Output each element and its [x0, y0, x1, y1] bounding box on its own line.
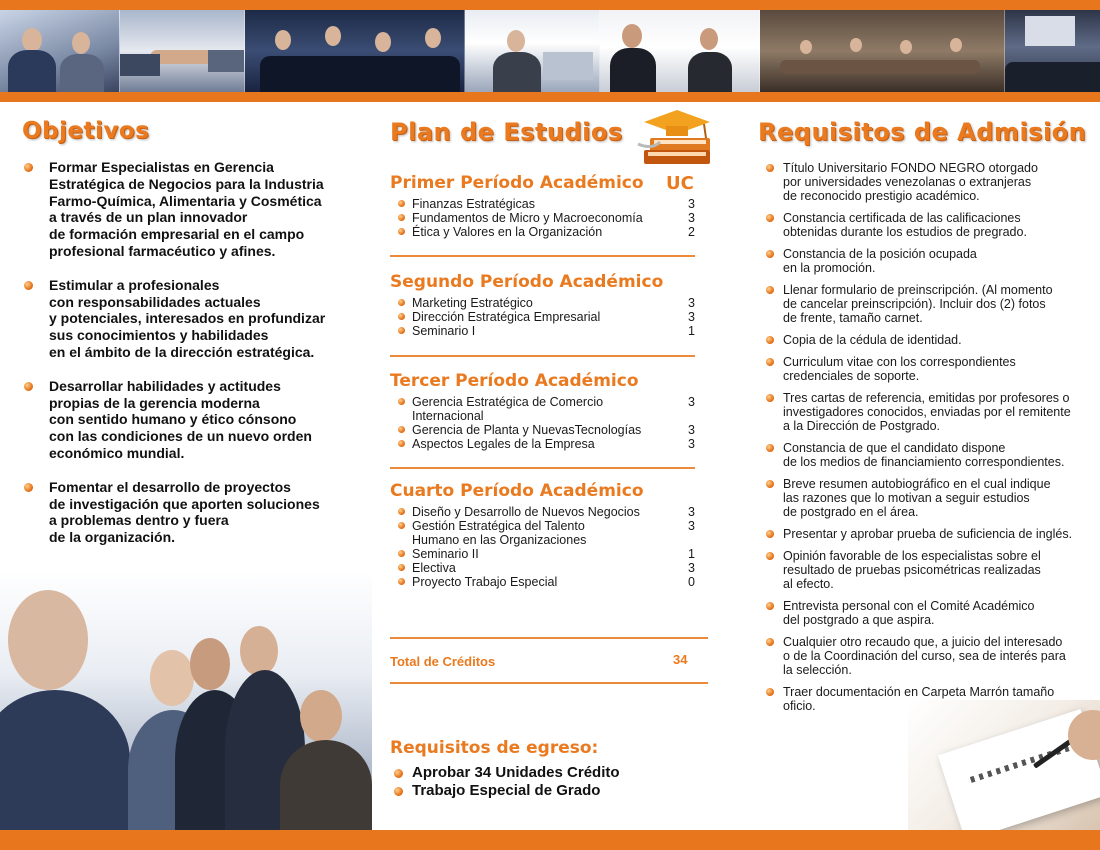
bullet-icon: [766, 250, 774, 258]
bullet-icon: [394, 769, 403, 778]
divider: [390, 355, 695, 357]
bullet-icon: [766, 358, 774, 366]
course-row: Marketing Estratégico 3: [390, 296, 695, 310]
objetivo-item: Desarrollar habilidades y actitudes propias de la gerencia moderna con sentido humano y ético cónsono con las condiciones de un nuevo orden económico mundial.: [22, 378, 352, 462]
egreso-list: [392, 764, 620, 800]
bullet-icon: [398, 327, 405, 334]
photo-meeting-group: [245, 10, 465, 92]
course-row: Gerencia de Planta y NuevasTecnologías 3: [390, 423, 695, 437]
bullet-icon: [24, 483, 33, 492]
divider: [390, 467, 695, 469]
requisito-item: Curriculum vitae con los correspondientes credenciales de soporte.: [765, 355, 1095, 383]
course-row: Diseño y Desarrollo de Nuevos Negocios 3: [390, 505, 695, 519]
requisito-item: Cualquier otro recaudo que, a juicio del interesado o de la Coordinación del curso, sea de interés para la selección.: [765, 635, 1095, 677]
bullet-icon: [766, 336, 774, 344]
bullet-icon: [398, 522, 405, 529]
egreso-title: Requisitos de egreso:: [390, 738, 599, 758]
objetivos-title: Objetivos: [22, 118, 150, 144]
course-row: Finanzas Estratégicas 3: [390, 197, 695, 211]
period-title: Segundo Período Académico: [390, 272, 664, 292]
photo-auditorium: [1005, 10, 1100, 92]
bottom-orange-bar: [0, 830, 1100, 850]
bullet-icon: [766, 602, 774, 610]
requisito-item: Título Universitario FONDO NEGRO otorgado por universidades venezolanas o extranjeras de reconocido prestigio académico.: [765, 161, 1095, 203]
bullet-icon: [766, 394, 774, 402]
course-row: Aspectos Legales de la Empresa 3: [390, 437, 695, 451]
photo-office-desk: [465, 10, 600, 92]
period-title: Primer Período Académico: [390, 173, 644, 193]
header-photo-strip: [0, 10, 1100, 92]
bullet-icon: [398, 426, 405, 433]
plan-title: Plan de Estudios: [390, 118, 623, 146]
bullet-icon: [24, 163, 33, 172]
bullet-icon: [766, 286, 774, 294]
objetivo-item: Estimular a profesionales con responsabilidades actuales y potenciales, interesados en profundizar sus conocimientos y habilidades en el ámbito de la dirección estratégica.: [22, 277, 352, 361]
divider: [390, 637, 708, 639]
bullet-icon: [766, 164, 774, 172]
period-3: [390, 371, 695, 451]
bullet-icon: [766, 444, 774, 452]
requisito-item: Tres cartas de referencia, emitidas por profesores o investigadores conocidos, enviadas por el remitente a la Dirección de Postgrado.: [765, 391, 1095, 433]
requisitos-list: [765, 161, 1095, 713]
period-title: Cuarto Período Académico: [390, 481, 644, 501]
period-1: [390, 173, 695, 239]
bullet-icon: [398, 508, 405, 515]
bullet-icon: [766, 214, 774, 222]
bullet-icon: [24, 281, 33, 290]
bullet-icon: [766, 552, 774, 560]
divider: [390, 682, 708, 684]
requisito-item: Constancia certificada de las calificaciones obtenidas durante los estudios de pregrado.: [765, 211, 1095, 239]
bullet-icon: [766, 638, 774, 646]
requisito-item: Copia de la cédula de identidad.: [765, 333, 1095, 347]
course-row: Ética y Valores en la Organización 2: [390, 225, 695, 239]
course-row: Proyecto Trabajo Especial 0: [390, 575, 695, 589]
header-orange-band: [0, 92, 1100, 102]
bullet-icon: [398, 578, 405, 585]
requisito-item: Constancia de que el candidato dispone de los medios de financiamiento correspondientes.: [765, 441, 1095, 469]
requisito-item: Opinión favorable de los especialistas sobre el resultado de pruebas psicométricas realizadas al efecto.: [765, 549, 1095, 591]
total-credits-label: Total de Créditos: [390, 654, 496, 669]
uc-column-header: UC: [666, 173, 694, 194]
course-row: Seminario II 1: [390, 547, 695, 561]
people-group-photo: [0, 570, 372, 830]
bullet-icon: [394, 787, 403, 796]
requisito-item: Traer documentación en Carpeta Marrón tamaño oficio.: [765, 685, 1095, 713]
period-4: [390, 481, 695, 589]
requisito-item: Llenar formulario de preinscripción. (Al momento de cancelar preinscripción). Incluir dos (2) fotos de frente, tamaño carnet.: [765, 283, 1095, 325]
objetivos-list: [22, 159, 352, 546]
course-row: Dirección Estratégica Empresarial 3: [390, 310, 695, 324]
photo-women-phone: [600, 10, 760, 92]
course-row: Seminario I 1: [390, 324, 695, 338]
bullet-icon: [766, 688, 774, 696]
photo-conference-room: [760, 10, 1005, 92]
divider: [390, 255, 695, 257]
requisito-item: Entrevista personal con el Comité Académico del postgrado a que aspira.: [765, 599, 1095, 627]
bullet-icon: [766, 480, 774, 488]
bullet-icon: [398, 550, 405, 557]
period-title: Tercer Período Académico: [390, 371, 639, 391]
course-row: Gestión Estratégica del Talento Humano en las Organizaciones 3: [390, 519, 695, 547]
course-row: Electiva 3: [390, 561, 695, 575]
bullet-icon: [398, 440, 405, 447]
bullet-icon: [398, 228, 405, 235]
bullet-icon: [398, 200, 405, 207]
requisitos-title: Requisitos de Admisión: [758, 118, 1087, 146]
bullet-icon: [398, 214, 405, 221]
period-2: [390, 272, 695, 338]
photo-business-laptop: [0, 10, 120, 92]
graduation-books-icon: [636, 104, 718, 168]
course-row: Fundamentos de Micro y Macroeconomía 3: [390, 211, 695, 225]
egreso-item: Aprobar 34 Unidades Crédito: [392, 764, 620, 782]
photo-handshake: [120, 10, 245, 92]
bullet-icon: [24, 382, 33, 391]
course-row: Gerencia Estratégica de Comercio Internacional 3: [390, 395, 695, 423]
requisito-item: Constancia de la posición ocupada en la promoción.: [765, 247, 1095, 275]
top-orange-bar: [0, 0, 1100, 10]
notebook-pen-photo: [908, 700, 1100, 830]
bullet-icon: [766, 530, 774, 538]
requisito-item: Presentar y aprobar prueba de suficiencia de inglés.: [765, 527, 1095, 541]
bullet-icon: [398, 564, 405, 571]
bullet-icon: [398, 299, 405, 306]
egreso-item: Trabajo Especial de Grado: [392, 782, 620, 800]
total-credits-value: 34: [673, 652, 688, 667]
requisito-item: Breve resumen autobiográfico en el cual indique las razones que lo motivan a seguir estudios de postgrado en el área.: [765, 477, 1095, 519]
objetivo-item: Formar Especialistas en Gerencia Estratégica de Negocios para la Industria Farmo-Química, Alimentaria y Cosmética a través de un plan innovador de formación empresarial en el campo profesional farmacéutico y afines.: [22, 159, 352, 260]
bullet-icon: [398, 398, 405, 405]
bullet-icon: [398, 313, 405, 320]
objetivo-item: Fomentar el desarrollo de proyectos de investigación que aporten soluciones a problemas dentro y fuera de la organización.: [22, 479, 352, 546]
